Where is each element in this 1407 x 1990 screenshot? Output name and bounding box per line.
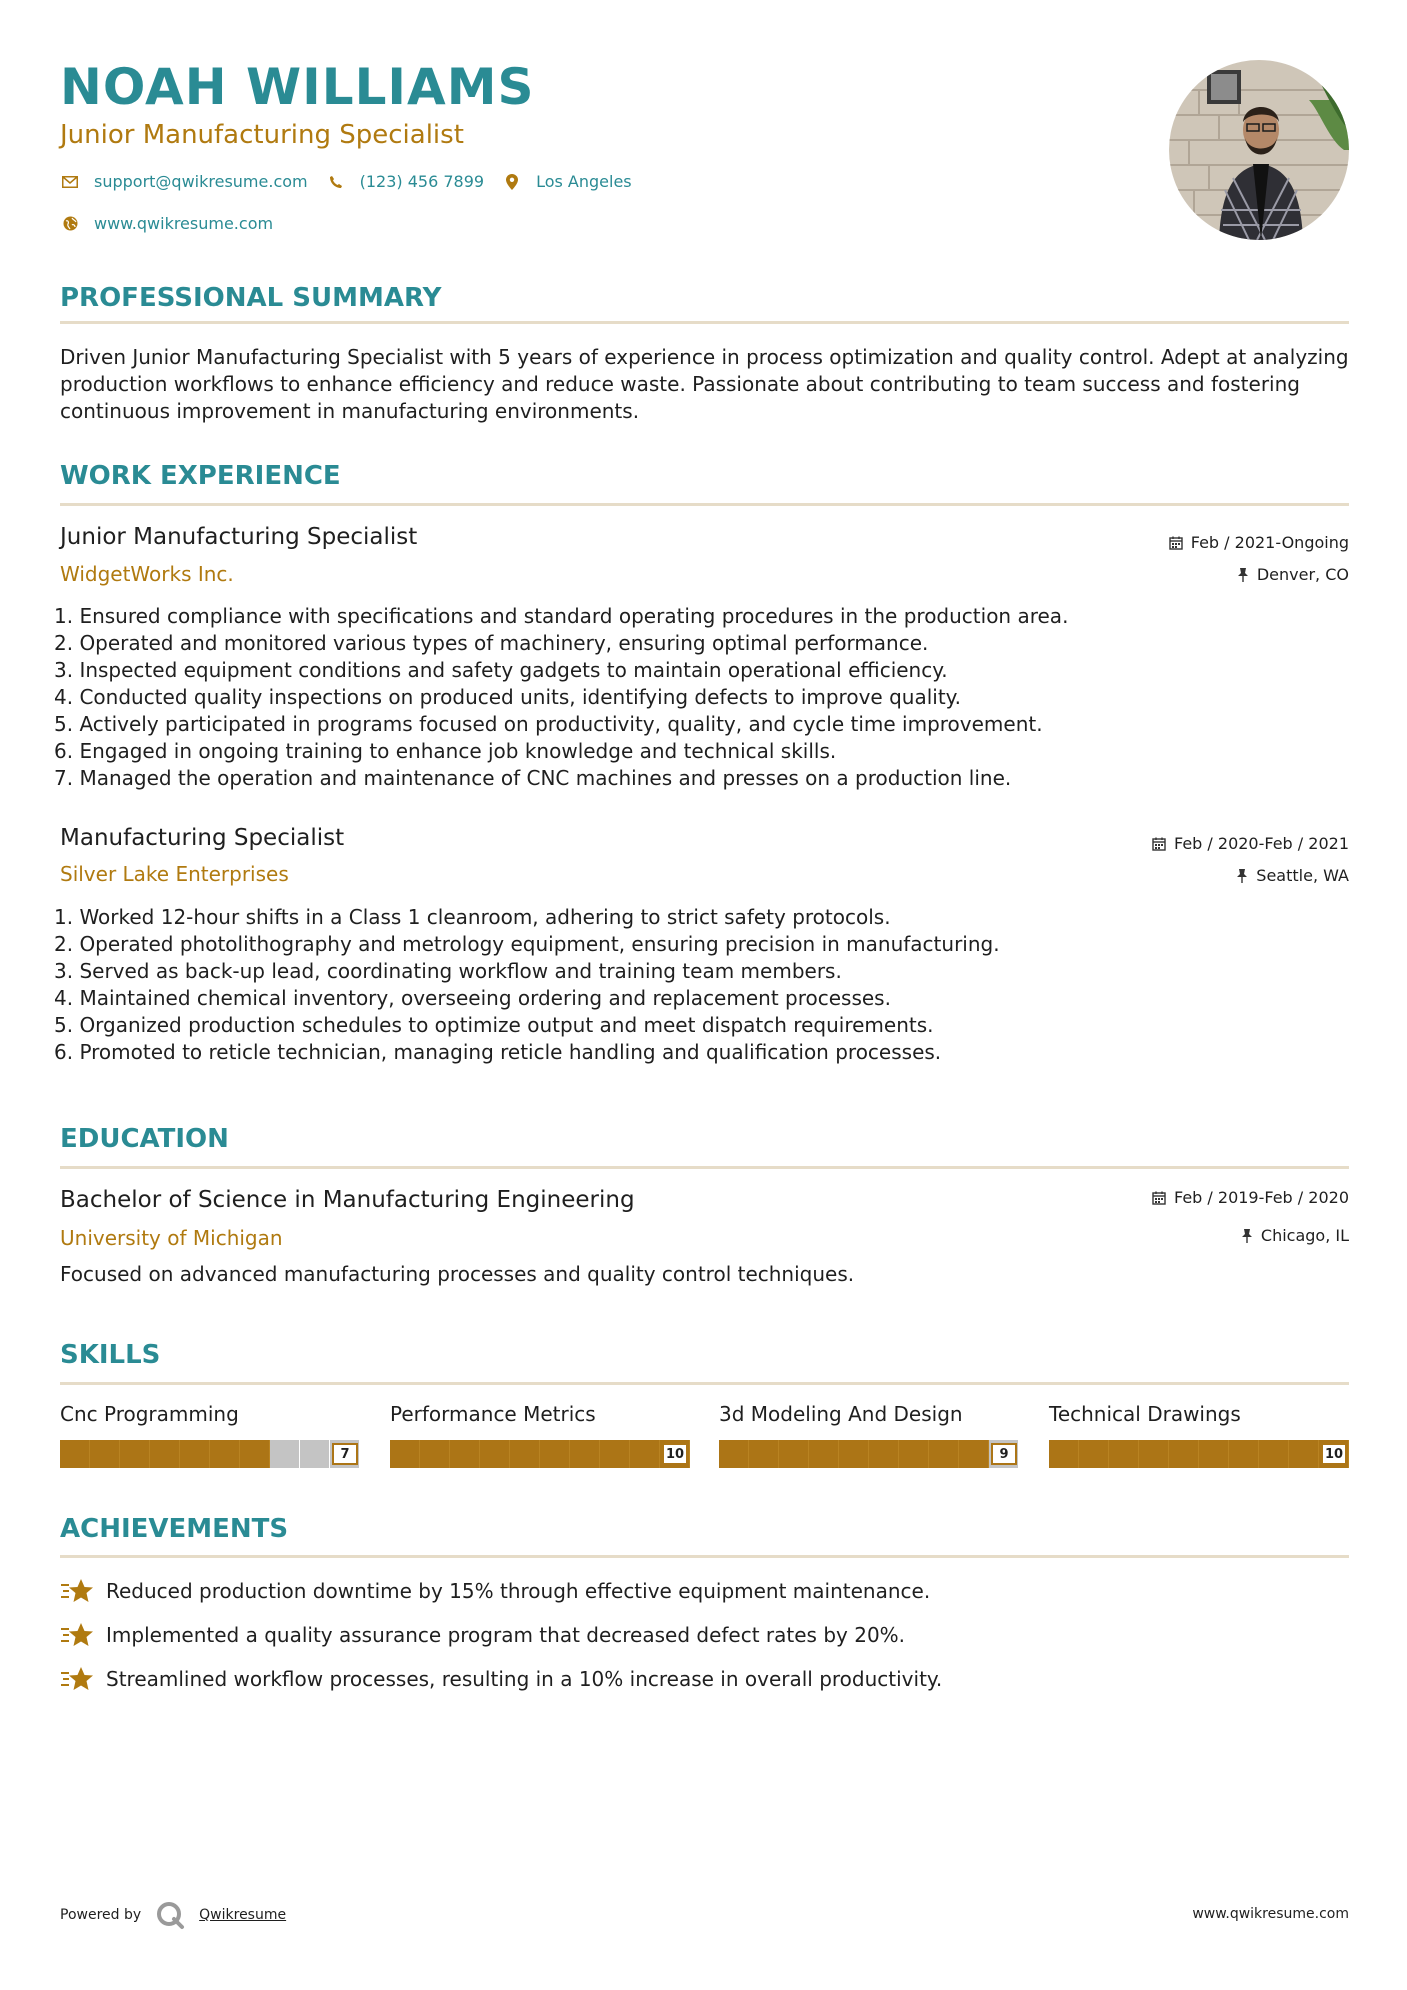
- skill-bar-segment: [1259, 1440, 1289, 1468]
- website-link[interactable]: www.qwikresume.com: [94, 214, 274, 233]
- skill-bar-segment: [420, 1440, 450, 1468]
- list-item: 2. Operated and monitored various types of machinery, ensuring optimal performance.: [54, 631, 929, 655]
- skill-bar-segment: [929, 1440, 959, 1468]
- skill-level-bar: [60, 1440, 360, 1468]
- list-item: 3. Inspected equipment conditions and safety gadgets to maintain operational efficiency.: [54, 658, 948, 682]
- skill-name: Cnc Programming: [60, 1402, 239, 1426]
- skill-bar-segment: [809, 1440, 839, 1468]
- skill-level-bar: [1049, 1440, 1349, 1468]
- job-1-location: [1237, 565, 1349, 584]
- pushpin-icon: [1236, 869, 1248, 883]
- skill-bar-segment: [1229, 1440, 1259, 1468]
- skill-level-badge: 10: [662, 1443, 688, 1465]
- email-link[interactable]: support@qwikresume.com: [94, 172, 308, 191]
- skill-bar-segment: [1169, 1440, 1199, 1468]
- contact-row-2: [60, 214, 291, 233]
- experience-divider: [60, 503, 1349, 506]
- candidate-name: NOAH WILLIAMS: [60, 58, 535, 116]
- education-heading: EDUCATION: [60, 1124, 229, 1154]
- experience-heading: WORK EXPERIENCE: [60, 461, 341, 491]
- profile-photo: [1169, 60, 1349, 240]
- star-icon: [60, 1665, 94, 1693]
- list-item: 4. Maintained chemical inventory, overseeing ordering and replacement processes.: [54, 986, 891, 1010]
- skills-heading: SKILLS: [60, 1340, 161, 1370]
- calendar-icon: [1152, 1191, 1166, 1205]
- skill-bar-segment: [510, 1440, 540, 1468]
- skill-bar-segment: [749, 1440, 779, 1468]
- skill-level-bar: [390, 1440, 690, 1468]
- skill-bar-segment: [1079, 1440, 1109, 1468]
- star-icon: [60, 1577, 94, 1605]
- summary-text: Driven Junior Manufacturing Specialist with 5 years of experience in process optimization and quality control. Adept at analyzing production workflows to enhance efficiency and reduce waste. Passionate about contributing to team success and fostering continuous improvement in manufacturing environments.: [60, 345, 1349, 423]
- list-item: 3. Served as back-up lead, coordinating workflow and training team members.: [54, 959, 842, 983]
- skill-bar-segment: [480, 1440, 510, 1468]
- job-2-location-text: Seattle, WA: [1256, 866, 1349, 885]
- achievement-text: Implemented a quality assurance program that decreased defect rates by 20%.: [106, 1623, 906, 1647]
- skill-bar-segment: [240, 1440, 270, 1468]
- skill-bar-segment: [839, 1440, 869, 1468]
- skill-bar-segment: [959, 1440, 989, 1468]
- job-2-responsibilities: [54, 904, 1344, 1066]
- skill-bar-segment: [270, 1440, 300, 1468]
- footer-website[interactable]: www.qwikresume.com: [1192, 1906, 1349, 1922]
- skill-bar-segment: [150, 1440, 180, 1468]
- education-location-text: Chicago, IL: [1260, 1226, 1349, 1245]
- skill-name: Technical Drawings: [1049, 1402, 1241, 1426]
- skill-level-badge: 9: [991, 1443, 1017, 1465]
- skill-performance-metrics: [390, 1402, 690, 1468]
- phone-icon: [326, 175, 346, 189]
- skill-bar-segment: [180, 1440, 210, 1468]
- list-item: 1. Worked 12-hour shifts in a Class 1 cleanroom, adhering to strict safety protocols.: [54, 905, 891, 929]
- skill-bar-segment: [1109, 1440, 1139, 1468]
- job-1-dates: [1169, 533, 1349, 552]
- skill-name: Performance Metrics: [390, 1402, 596, 1426]
- skill-bar-segment: [600, 1440, 630, 1468]
- achievements-heading: ACHIEVEMENTS: [60, 1514, 289, 1544]
- skills-divider: [60, 1382, 1349, 1385]
- list-item: 6. Promoted to reticle technician, managing reticle handling and qualification processes.: [54, 1040, 942, 1064]
- achievement-text: Streamlined workflow processes, resulting in a 10% increase in overall productivity.: [106, 1667, 943, 1691]
- skill-cnc-programming: [60, 1402, 360, 1468]
- job-1-title: Junior Manufacturing Specialist: [60, 524, 418, 550]
- education-dates-text: Feb / 2019-Feb / 2020: [1174, 1188, 1349, 1207]
- globe-icon: [60, 216, 80, 231]
- skill-bar-segment: [1289, 1440, 1319, 1468]
- skill-bar-segment: [90, 1440, 120, 1468]
- job-2-dates: [1152, 834, 1349, 853]
- pushpin-icon: [1241, 1229, 1253, 1243]
- skill-bar-segment: [210, 1440, 240, 1468]
- achievements-divider: [60, 1555, 1349, 1558]
- star-icon: [60, 1621, 94, 1649]
- job-2-location: [1236, 866, 1349, 885]
- job-1-responsibilities: [54, 603, 1344, 792]
- education-divider: [60, 1166, 1349, 1169]
- school-name: University of Michigan: [60, 1226, 283, 1250]
- contact-row-1: [60, 172, 650, 191]
- job-2-company: Silver Lake Enterprises: [60, 862, 289, 886]
- pushpin-icon: [1237, 568, 1249, 582]
- achievement-item: [60, 1665, 942, 1693]
- summary-divider: [60, 321, 1349, 324]
- skill-bar-segment: [540, 1440, 570, 1468]
- job-1-dates-text: Feb / 2021-Ongoing: [1190, 533, 1349, 552]
- skill-bar-segment: [570, 1440, 600, 1468]
- qwikresume-link[interactable]: Qwikresume: [199, 1907, 287, 1923]
- list-item: 2. Operated photolithography and metrology equipment, ensuring precision in manufacturing.: [54, 932, 1000, 956]
- location-text: Los Angeles: [536, 172, 632, 191]
- skill-bar-segment: [60, 1440, 90, 1468]
- skill-bar-segment: [390, 1440, 420, 1468]
- skill-bar-segment: [869, 1440, 899, 1468]
- education-description: Focused on advanced manufacturing processes and quality control techniques.: [60, 1262, 855, 1286]
- qwikresume-logo-icon: [155, 1900, 185, 1930]
- job-2-dates-text: Feb / 2020-Feb / 2021: [1174, 834, 1349, 853]
- calendar-icon: [1152, 837, 1166, 851]
- map-marker-icon: [502, 174, 522, 190]
- skill-level-bar: [719, 1440, 1019, 1468]
- skill-bar-segment: [899, 1440, 929, 1468]
- achievement-item: [60, 1621, 905, 1649]
- education-location: [1241, 1226, 1349, 1245]
- skill-name: 3d Modeling And Design: [719, 1402, 963, 1426]
- skill-bar-segment: [630, 1440, 660, 1468]
- skill-bar-segment: [1139, 1440, 1169, 1468]
- education-dates: [1152, 1188, 1349, 1207]
- list-item: 6. Engaged in ongoing training to enhance job knowledge and technical skills.: [54, 739, 837, 763]
- list-item: 7. Managed the operation and maintenance of CNC machines and presses on a production line.: [54, 766, 1012, 790]
- candidate-title: Junior Manufacturing Specialist: [60, 120, 464, 150]
- powered-by-label: Powered by: [60, 1907, 142, 1923]
- skill-technical-drawings: [1049, 1402, 1349, 1468]
- skill-bar-segment: [719, 1440, 749, 1468]
- skill-level-badge: 10: [1321, 1443, 1347, 1465]
- skill-bar-segment: [450, 1440, 480, 1468]
- job-1-company: WidgetWorks Inc.: [60, 562, 234, 586]
- skill-bar-segment: [1049, 1440, 1079, 1468]
- list-item: 5. Organized production schedules to optimize output and meet dispatch requirements.: [54, 1013, 934, 1037]
- degree-title: Bachelor of Science in Manufacturing Engineering: [60, 1187, 635, 1213]
- list-item: 1. Ensured compliance with specifications and standard operating procedures in the production area.: [54, 604, 1069, 628]
- achievement-item: [60, 1577, 930, 1605]
- footer-powered-by: [60, 1900, 286, 1930]
- summary-heading: PROFESSIONAL SUMMARY: [60, 283, 442, 313]
- skill-3d-modeling: [719, 1402, 1019, 1468]
- skill-bar-segment: [120, 1440, 150, 1468]
- job-1-location-text: Denver, CO: [1256, 565, 1349, 584]
- list-item: 5. Actively participated in programs focused on productivity, quality, and cycle time improvement.: [54, 712, 1043, 736]
- skill-bar-segment: [300, 1440, 330, 1468]
- skill-bar-segment: [1199, 1440, 1229, 1468]
- phone-number[interactable]: (123) 456 7899: [359, 172, 485, 191]
- skill-level-badge: 7: [332, 1443, 358, 1465]
- calendar-icon: [1169, 536, 1183, 550]
- envelope-icon: [60, 176, 80, 188]
- skill-bar-segment: [779, 1440, 809, 1468]
- list-item: 4. Conducted quality inspections on produced units, identifying defects to improve quality.: [54, 685, 962, 709]
- achievement-text: Reduced production downtime by 15% through effective equipment maintenance.: [106, 1579, 931, 1603]
- job-2-title: Manufacturing Specialist: [60, 825, 345, 851]
